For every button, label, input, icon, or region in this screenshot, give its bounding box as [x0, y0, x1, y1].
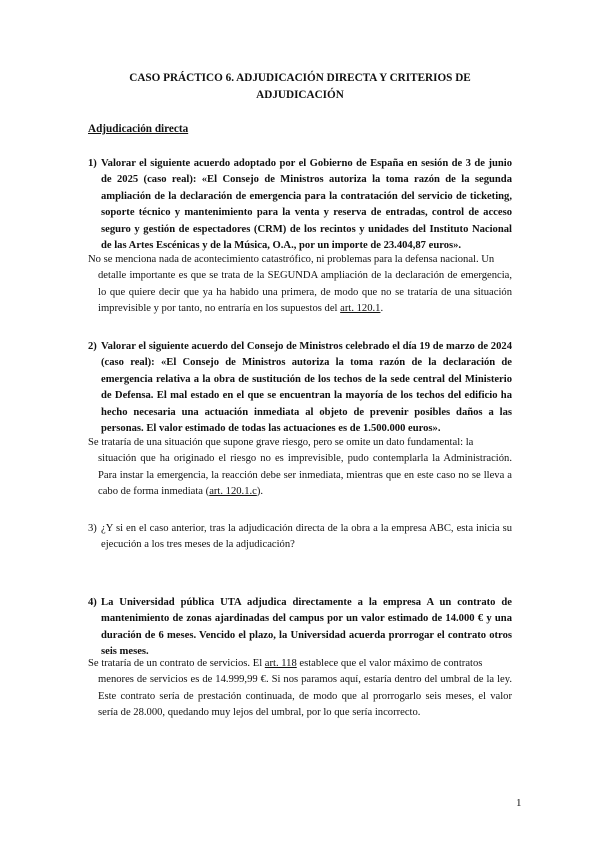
answer-4-article-ref: art. 118: [264, 658, 297, 669]
answer-2-article-ref: art. 120.1.c: [209, 486, 257, 498]
question-1-text: Valorar el siguiente acuerdo adoptado por el Gobierno de España en sesión de 3 de junio de 2025 (caso real): «El Consejo de Ministros autoriza la toma razón de la segunda ampliación de la declaración de emergencia para la contratación del servicio de ticketing, soporte técnico y mantenimiento para la venta y reserva de entradas, control de acceso seguro y gestión de espectadores (CRM) de los recintos y unidades del Instituto Nacional de las Artes Escénicas y de la Música, O.A., por un importe de 23.404,87 euros».: [101, 158, 512, 252]
answer-4-text: menores de servicios es de 14.999,99 €. Si nos paramos aquí, estaría dentro del umbral de la ley. Este contrato sería de prestación continuada, de modo que al prorrogarlo seis meses, el valor sería de 28.000, quedando muy lejos del umbral, por lo que sería incorrecto.: [98, 674, 512, 719]
question-4-number: 4): [88, 597, 97, 608]
question-2-text: Valorar el siguiente acuerdo del Consejo de Ministros celebrado el día 19 de marzo de 2024 (caso real): «El Consejo de Ministros autoriza la toma razón de la declaración de emergencia relativa a la obra de sustitución de los techos de la sede central del Ministerio de Defensa. El mal estado en el que se encuentran la mayoría de los techos del edificio ha hecho necesaria una actuación inmediata al objeto de prevenir posibles daños a las personas. El valor estimado de todas las actuaciones es de 1.500.000 euros».: [101, 341, 512, 435]
answer-1-body: detalle importante es que se trata de la SEGUNDA ampliación de la declaración de emergencia, lo que quiere decir que ya ha habido una primera, de modo que no se trataría de una situación imprevisible y por tanto, no entraría en los supuestos del: [98, 270, 512, 315]
page-number: 1: [516, 797, 522, 809]
question-3-number: 3): [88, 523, 97, 534]
answer-2-body: situación que ha originado el riesgo no es imprevisible, pudo contemplarla la Administración. Para instar la emergencia, la reacción debe ser inmediata, mientras que en este caso no se lleva a cabo de forma inmediata (: [98, 453, 512, 498]
section-heading: Adjudicación directa: [88, 123, 189, 135]
question-3-text: ¿Y si en el caso anterior, tras la adjudicación directa de la obra a la empresa ABC, esta inicia su ejecución a los tres meses de la adjudicación?: [101, 523, 512, 551]
question-1: [88, 156, 512, 254]
answer-2: [88, 435, 512, 501]
document-title: [110, 70, 490, 104]
answer-2-first-line: Se trataría de una situación que supone grave riesgo, pero se omite un dato fundamental: la: [88, 437, 474, 448]
question-3: [88, 521, 512, 554]
question-4-text: La Universidad pública UTA adjudica directamente a la empresa A un contrato de mantenimiento de zonas ajardinadas del campus por un valor estimado de 14.000 € y una duración de 6 meses. Vencido el plazo, la Universidad acuerda prorrogar el contrato otros seis meses.: [101, 597, 512, 658]
question-1-number: 1): [88, 158, 97, 169]
answer-4-first-end: establece que el valor máximo de contratos: [296, 658, 483, 669]
answer-4-first-start: Se trataría de un contrato de servicios. El: [88, 658, 265, 669]
title-line-1: CASO PRÁCTICO 6. ADJUDICACIÓN DIRECTA Y CRITERIOS DE: [129, 72, 471, 84]
question-2: [88, 339, 512, 437]
answer-1-article-ref: art. 120.1: [340, 303, 381, 315]
answer-4-first-line: [88, 656, 512, 672]
question-4: [88, 595, 512, 661]
answer-1-text: [88, 268, 512, 317]
answer-1: [88, 252, 512, 318]
answer-1-first-line: No se menciona nada de acontecimiento catastrófico, ni problemas para la defensa nacional. Un: [88, 254, 495, 265]
answer-2-text: [88, 451, 512, 500]
answer-4: [88, 656, 512, 722]
answer-2-end: ).: [256, 486, 264, 498]
question-2-number: 2): [88, 341, 97, 352]
answer-1-end: .: [380, 303, 384, 315]
title-line-2: ADJUDICACIÓN: [256, 89, 344, 101]
